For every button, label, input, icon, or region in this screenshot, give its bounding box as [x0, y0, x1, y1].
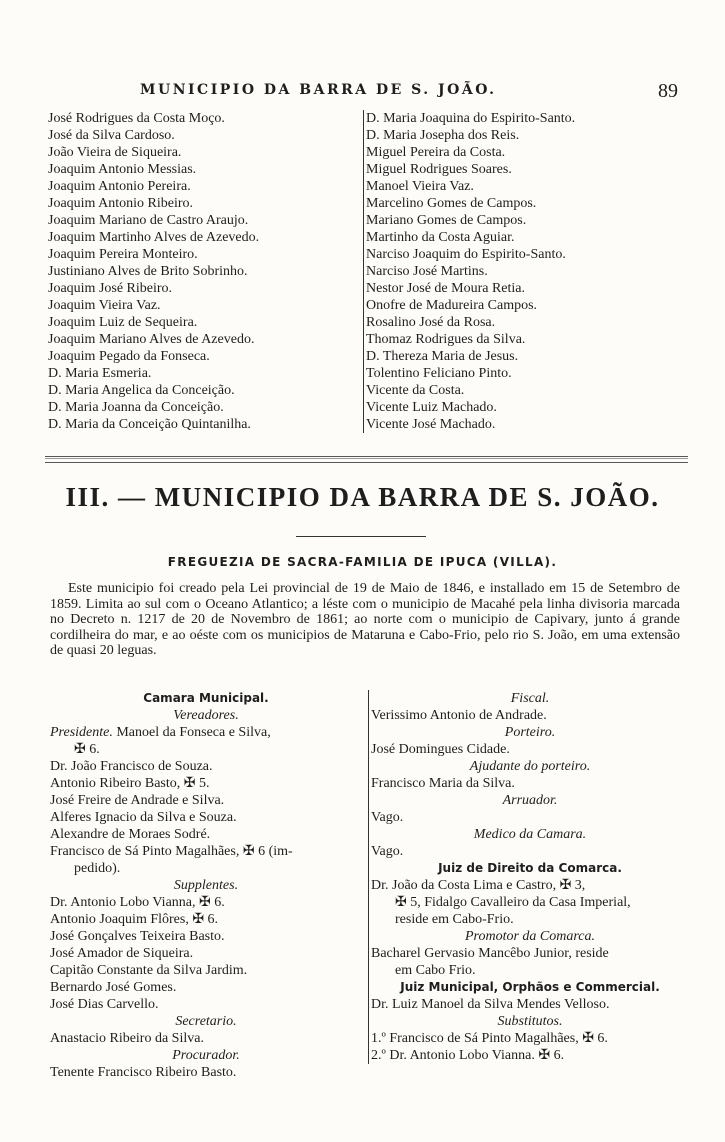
list-item: Alferes Ignacio da Silva e Souza.	[50, 810, 237, 825]
list-item: Joaquim Antonio Pereira.	[48, 179, 191, 194]
supplentes-heading: Supplentes.	[173, 878, 239, 893]
officials-column	[368, 690, 689, 1064]
name-list-left	[48, 110, 358, 433]
juiz-direito-line: ✠ 5, Fidalgo Cavalleiro da Casa Imperial,	[395, 895, 631, 910]
juiz-direito-line: Dr. João da Costa Lima e Castro, ✠ 3,	[371, 878, 586, 893]
list-item: Dr. Antonio Lobo Vianna, ✠ 6.	[50, 895, 225, 910]
list-item: José Rodrigues da Costa Moço.	[48, 111, 225, 126]
list-item: D. Thereza Maria de Jesus.	[366, 349, 519, 364]
camara-column	[50, 690, 362, 1081]
secretario-name: Anastacio Ribeiro da Silva.	[50, 1031, 204, 1046]
list-item: 2.º Dr. Antonio Lobo Vianna. ✠ 6.	[371, 1048, 565, 1063]
list-item: Alexandre de Moraes Sodré.	[50, 827, 211, 842]
arruador-heading: Arruador.	[502, 793, 558, 808]
list-item: 1.º Francisco de Sá Pinto Magalhães, ✠ 6.	[371, 1031, 608, 1046]
list-item: José Dias Carvello.	[50, 997, 159, 1012]
list-item: Tolentino Feliciano Pinto.	[366, 366, 512, 381]
medico-heading: Medico da Camara.	[473, 827, 587, 842]
promotor-line: em Cabo Frio.	[395, 963, 476, 978]
list-item: D. Maria Joaquina do Espirito-Santo.	[366, 111, 576, 126]
list-item: José Gonçalves Teixeira Basto.	[50, 929, 225, 944]
list-item: Joaquim Antonio Ribeiro.	[48, 196, 194, 211]
presidente-line	[50, 724, 362, 741]
juiz-municipal-name: Dr. Luiz Manoel da Silva Mendes Velloso.	[371, 997, 610, 1012]
list-item: Rosalino José da Rosa.	[366, 315, 496, 330]
list-item: Justiniano Alves de Brito Sobrinho.	[48, 264, 248, 279]
list-item: Francisco de Sá Pinto Magalhães, ✠ 6 (im-	[50, 844, 293, 859]
list-item: Vicente José Machado.	[366, 417, 496, 432]
list-item: D. Maria Esmeria.	[48, 366, 152, 381]
secretario-heading: Secretario.	[175, 1014, 237, 1029]
page-number: 89	[658, 80, 678, 102]
list-item: Joaquim Antonio Messias.	[48, 162, 197, 177]
list-item: Joaquim Mariano de Castro Araujo.	[48, 213, 249, 228]
list-item: Joaquim Pereira Monteiro.	[48, 247, 198, 262]
list-item: José Freire de Andrade e Silva.	[50, 793, 225, 808]
porteiro-heading: Porteiro.	[504, 725, 556, 740]
section-divider	[45, 456, 688, 463]
heading-rule	[296, 536, 426, 537]
running-title: MUNICIPIO DA BARRA DE S. JOÃO.	[140, 82, 497, 98]
list-item: Vicente Luiz Machado.	[366, 400, 497, 415]
promotor-line: Bacharel Gervasio Mancêbo Junior, reside	[371, 946, 609, 961]
list-item: Manoel Vieira Vaz.	[366, 179, 474, 194]
list-item: Capitão Constante da Silva Jardim.	[50, 963, 248, 978]
list-item: D. Maria Joanna da Conceição.	[48, 400, 224, 415]
list-item: D. Maria Josepha dos Reis.	[366, 128, 520, 143]
page-header	[40, 80, 682, 106]
list-item: Onofre de Madureira Campos.	[366, 298, 538, 313]
name-list-right	[363, 110, 676, 433]
list-item: Antonio Joaquim Flôres, ✠ 6.	[50, 912, 219, 927]
juiz-direito-heading: Juiz de Direito da Comarca.	[438, 861, 622, 875]
list-item: Dr. João Francisco de Souza.	[50, 759, 213, 774]
list-item: Mariano Gomes de Campos.	[366, 213, 527, 228]
arruador-name: Vago.	[371, 810, 404, 825]
promotor-heading: Promotor da Comarca.	[464, 929, 596, 944]
list-item: Vicente da Costa.	[366, 383, 465, 398]
list-item: Joaquim Mariano Alves de Azevedo.	[48, 332, 255, 347]
intro-paragraph: Este municipio foi creado pela Lei provincial de 19 de Maio de 1846, e installado em 15 de Setembro de 1859. Limita ao sul com o Oceano Atlantico; a léste com o municipio de Macahé pela linha divisoria marcada no Decreto n. 1217 de 20 de Novembro de 1861; ao norte com o municipio de Capivary, junto á grande cordilheira do mar, e ao oéste com os municipios de Mataruna e Cabo-Frio, pelo rio S. João, em uma extensão de quasi 20 leguas.	[50, 581, 680, 658]
presidente-label: Presidente.	[50, 725, 113, 740]
list-item: Narciso Joaquim do Espirito-Santo.	[366, 247, 566, 262]
fiscal-heading: Fiscal.	[510, 691, 550, 706]
juiz-municipal-heading: Juiz Municipal, Orphãos e Commercial.	[400, 980, 660, 994]
list-item: Joaquim Martinho Alves de Azevedo.	[48, 230, 260, 245]
list-item: Joaquim Luiz de Sequeira.	[48, 315, 198, 330]
list-item: Joaquim José Ribeiro.	[48, 281, 173, 296]
list-item: Martinho da Costa Aguiar.	[366, 230, 515, 245]
list-item: Nestor José de Moura Retia.	[366, 281, 526, 296]
section-heading: III. — MUNICIPIO DA BARRA DE S. JOÃO.	[65, 482, 660, 512]
list-item: Antonio Ribeiro Basto, ✠ 5.	[50, 776, 210, 791]
procurador-name: Tenente Francisco Ribeiro Basto.	[50, 1065, 237, 1080]
porteiro-name: José Domingues Cidade.	[371, 742, 510, 757]
vereadores-heading: Vereadores.	[173, 708, 239, 723]
list-item: D. Maria da Conceição Quintanilha.	[48, 417, 251, 432]
medico-name: Vago.	[371, 844, 404, 859]
presidente-name: Manoel da Fonseca e Silva,	[116, 725, 271, 740]
list-item-continuation: pedido).	[74, 861, 121, 876]
ajudante-name: Francisco Maria da Silva.	[371, 776, 515, 791]
list-item: Narciso José Martins.	[366, 264, 488, 279]
list-item: Joaquim Vieira Vaz.	[48, 298, 161, 313]
ajudante-heading: Ajudante do porteiro.	[469, 759, 591, 774]
list-item: Bernardo José Gomes.	[50, 980, 177, 995]
list-item: José da Silva Cardoso.	[48, 128, 175, 143]
list-item: Marcelino Gomes de Campos.	[366, 196, 537, 211]
substitutos-heading: Substitutos.	[497, 1014, 563, 1029]
presidente-decoration: ✠ 6.	[74, 742, 100, 757]
fiscal-name: Verissimo Antonio de Andrade.	[371, 708, 547, 723]
list-item: José Amador de Siqueira.	[50, 946, 194, 961]
procurador-heading: Procurador.	[172, 1048, 240, 1063]
juiz-direito-line: reside em Cabo-Frio.	[395, 912, 514, 927]
list-item: D. Maria Angelica da Conceição.	[48, 383, 235, 398]
list-item: Miguel Pereira da Costa.	[366, 145, 506, 160]
parish-heading: FREGUEZIA DE SACRA-FAMILIA DE IPUCA (VILLA).	[167, 555, 558, 569]
list-item: João Vieira de Siqueira.	[48, 145, 182, 160]
camara-heading: Camara Municipal.	[143, 691, 269, 705]
list-item: Thomaz Rodrigues da Silva.	[366, 332, 526, 347]
list-item: Joaquim Pegado da Fonseca.	[48, 349, 210, 364]
list-item: Miguel Rodrigues Soares.	[366, 162, 512, 177]
